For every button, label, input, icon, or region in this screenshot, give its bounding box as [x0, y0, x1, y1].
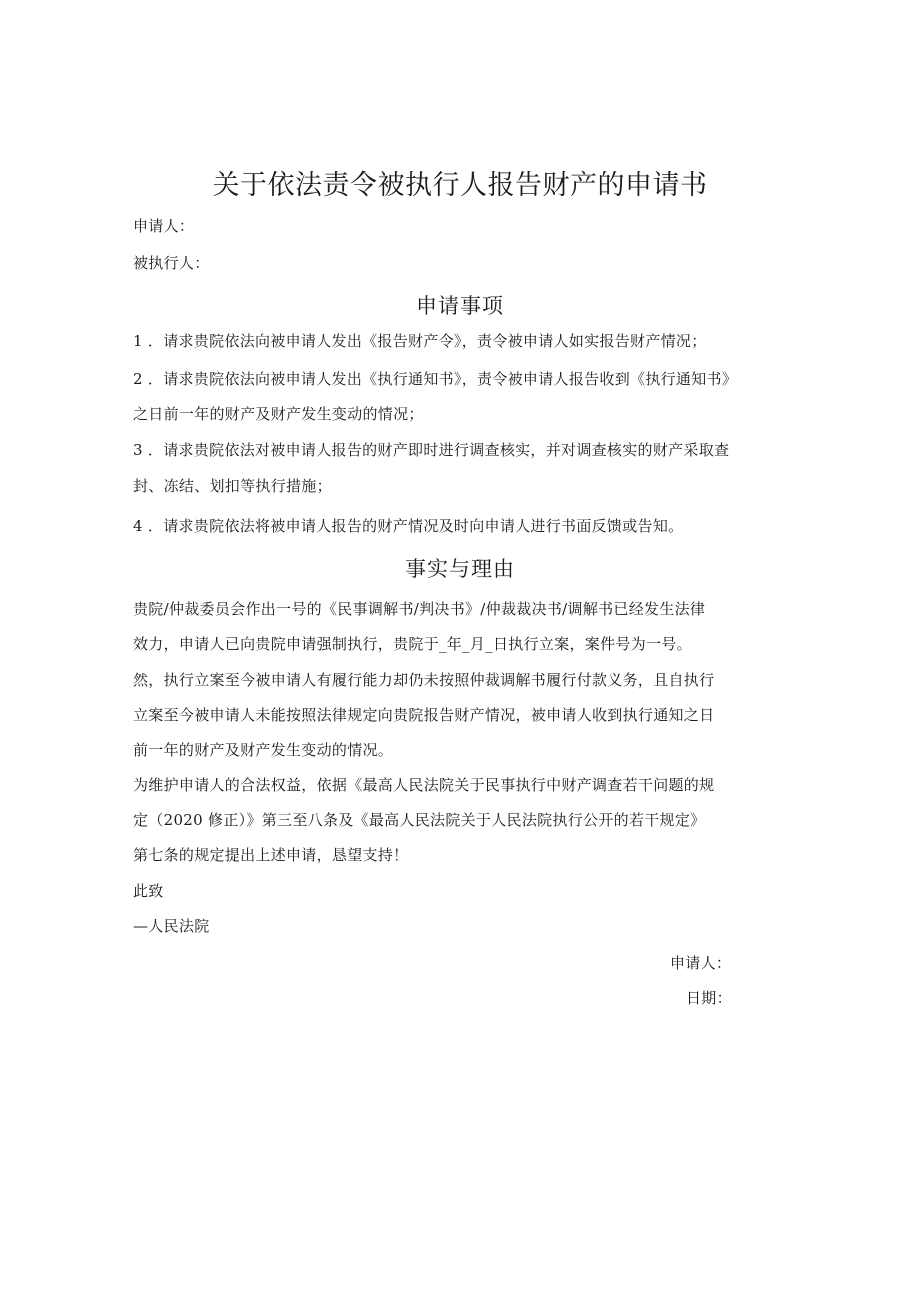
- request-item-3-line-2: 封、冻结、划扣等执行措施；: [133, 477, 332, 495]
- request-item-2-line-1: 2 ．请求贵院依法向被申请人发出《执行通知书》，责令被申请人报告收到《执行通知书》: [133, 370, 738, 388]
- facts-paragraph-3-line-2: 定（2020 修正）》第三至八条及《最高人民法院关于人民法院执行公开的若干规定》: [133, 811, 706, 829]
- facts-heading: 事实与理由: [405, 557, 515, 581]
- applicant-label: 申请人：: [133, 217, 195, 235]
- closing-salutation: 此致: [133, 882, 164, 900]
- request-item-3-line-1: 3 ．请求贵院依法对被申请人报告的财产即时进行调查核实，并对调查核实的财产采取查: [133, 441, 730, 459]
- facts-paragraph-1-line-1: 贵院/仲裁委员会作出一号的《民事调解书/判决书》/仲裁裁决书/调解书已经发生法律: [133, 600, 706, 618]
- facts-paragraph-3-line-1: 为维护申请人的合法权益，依据《最高人民法院关于民事执行中财产调查若干问题的规: [133, 776, 715, 794]
- facts-paragraph-2-line-3: 前一年的财产及财产发生变动的情况。: [133, 741, 394, 759]
- signature-date-label: 日期：: [686, 989, 732, 1007]
- facts-paragraph-1-line-2: 效力，申请人已向贵院申请强制执行，贵院于_年_月_日执行立案，案件号为一号。: [133, 635, 692, 653]
- facts-paragraph-2-line-2: 立案至今被申请人未能按照法律规定向贵院报告财产情况，被申请人收到执行通知之日: [133, 706, 715, 724]
- respondent-label: 被执行人：: [133, 254, 210, 272]
- facts-paragraph-3-line-3: 第七条的规定提出上述申请，恳望支持！: [133, 846, 409, 864]
- facts-paragraph-2-line-1: 然，执行立案至今被申请人有履行能力却仍未按照仲裁调解书履行付款义务，且自执行: [133, 671, 715, 689]
- request-item-1: 1 ．请求贵院依法向被申请人发出《报告财产令》，责令被申请人如实报告财产情况；: [133, 332, 707, 350]
- request-item-2-line-2: 之日前一年的财产及财产发生变动的情况；: [133, 405, 424, 423]
- signature-applicant-label: 申请人：: [670, 954, 732, 972]
- requests-heading: 申请事项: [416, 294, 504, 318]
- closing-court: —人民法院: [133, 917, 210, 935]
- request-item-4: 4 ．请求贵院依法将被申请人报告的财产情况及时向申请人进行书面反馈或告知。: [133, 517, 684, 535]
- document-title: 关于依法责令被执行人报告财产的申请书: [212, 170, 708, 201]
